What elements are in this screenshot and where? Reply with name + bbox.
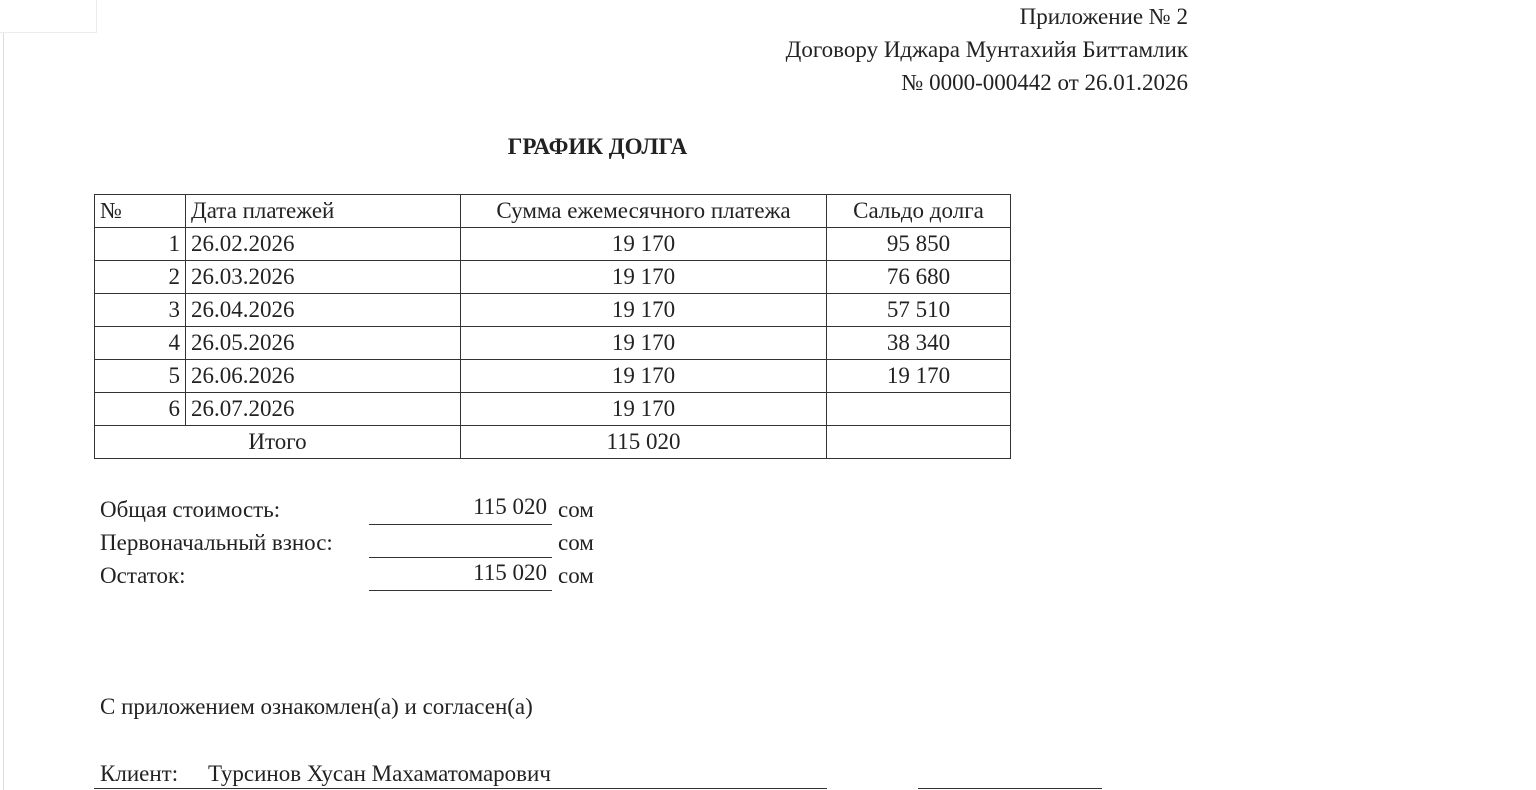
row-monthly-payment: 19 170 [461,360,827,393]
corner-cell [0,0,97,33]
debt-schedule-table [94,194,1011,459]
total-cost-label: Общая стоимость: [100,497,281,522]
header-debt-balance: Сальдо долга [827,195,1011,228]
currency-label: сом [558,497,594,522]
row-monthly-payment: 19 170 [461,294,827,327]
row-number: 2 [95,261,186,294]
row-number: 3 [95,294,186,327]
row-number: 4 [95,327,186,360]
total-cost-value: 115 020 [369,492,552,525]
row-debt-balance: 57 510 [827,294,1011,327]
row-payment-date: 26.07.2026 [186,393,461,426]
header-number: № [95,195,186,228]
table-row [95,228,1011,261]
agreement-statement: С приложением ознакомлен(а) и согласен(а) [100,694,533,719]
row-debt-balance: 76 680 [827,261,1011,294]
row-debt-balance: 95 850 [827,228,1011,261]
table-row [95,360,1011,393]
row-payment-date: 26.06.2026 [186,360,461,393]
total-cost-row [100,492,594,525]
currency-label: сом [558,530,594,555]
client-signature-row [94,757,827,789]
row-payment-date: 26.02.2026 [186,228,461,261]
header-payment-date: Дата платежей [186,195,461,228]
row-debt-balance: 38 340 [827,327,1011,360]
total-balance [827,426,1011,459]
total-label: Итого [95,426,461,459]
client-label: Клиент: [100,761,179,786]
remainder-row [100,558,594,591]
row-debt-balance: 19 170 [827,360,1011,393]
down-payment-value [369,525,552,558]
total-payment: 115 020 [461,426,827,459]
row-number: 5 [95,360,186,393]
client-name: Турсинов Хусан Махаматомарович [208,761,551,786]
row-number: 6 [95,393,186,426]
row-monthly-payment: 19 170 [461,327,827,360]
row-number: 1 [95,228,186,261]
table-row [95,327,1011,360]
contract-number-date: № 0000-000442 от 26.01.2026 [901,70,1188,95]
document-title: ГРАФИК ДОЛГА [507,134,688,159]
header-monthly-payment: Сумма ежемесячного платежа [461,195,827,228]
down-payment-row [100,525,594,558]
row-payment-date: 26.03.2026 [186,261,461,294]
contract-name: Договору Иджара Мунтахийя Биттамлик [785,37,1188,62]
remainder-label: Остаток: [100,563,186,588]
down-payment-label: Первоначальный взнос: [100,530,333,555]
signature-line [918,788,1102,789]
row-monthly-payment: 19 170 [461,228,827,261]
row-debt-balance [827,393,1011,426]
currency-label: сом [558,563,594,588]
appendix-header [786,0,1188,99]
table-row [95,294,1011,327]
row-payment-date: 26.04.2026 [186,294,461,327]
table-row [95,393,1011,426]
remainder-value: 115 020 [369,558,552,591]
row-payment-date: 26.05.2026 [186,327,461,360]
table-header-row [95,195,1011,228]
totals-block [100,492,594,591]
row-monthly-payment: 19 170 [461,393,827,426]
table-total-row [95,426,1011,459]
appendix-number: Приложение № 2 [1019,4,1188,29]
row-monthly-payment: 19 170 [461,261,827,294]
table-row [95,261,1011,294]
